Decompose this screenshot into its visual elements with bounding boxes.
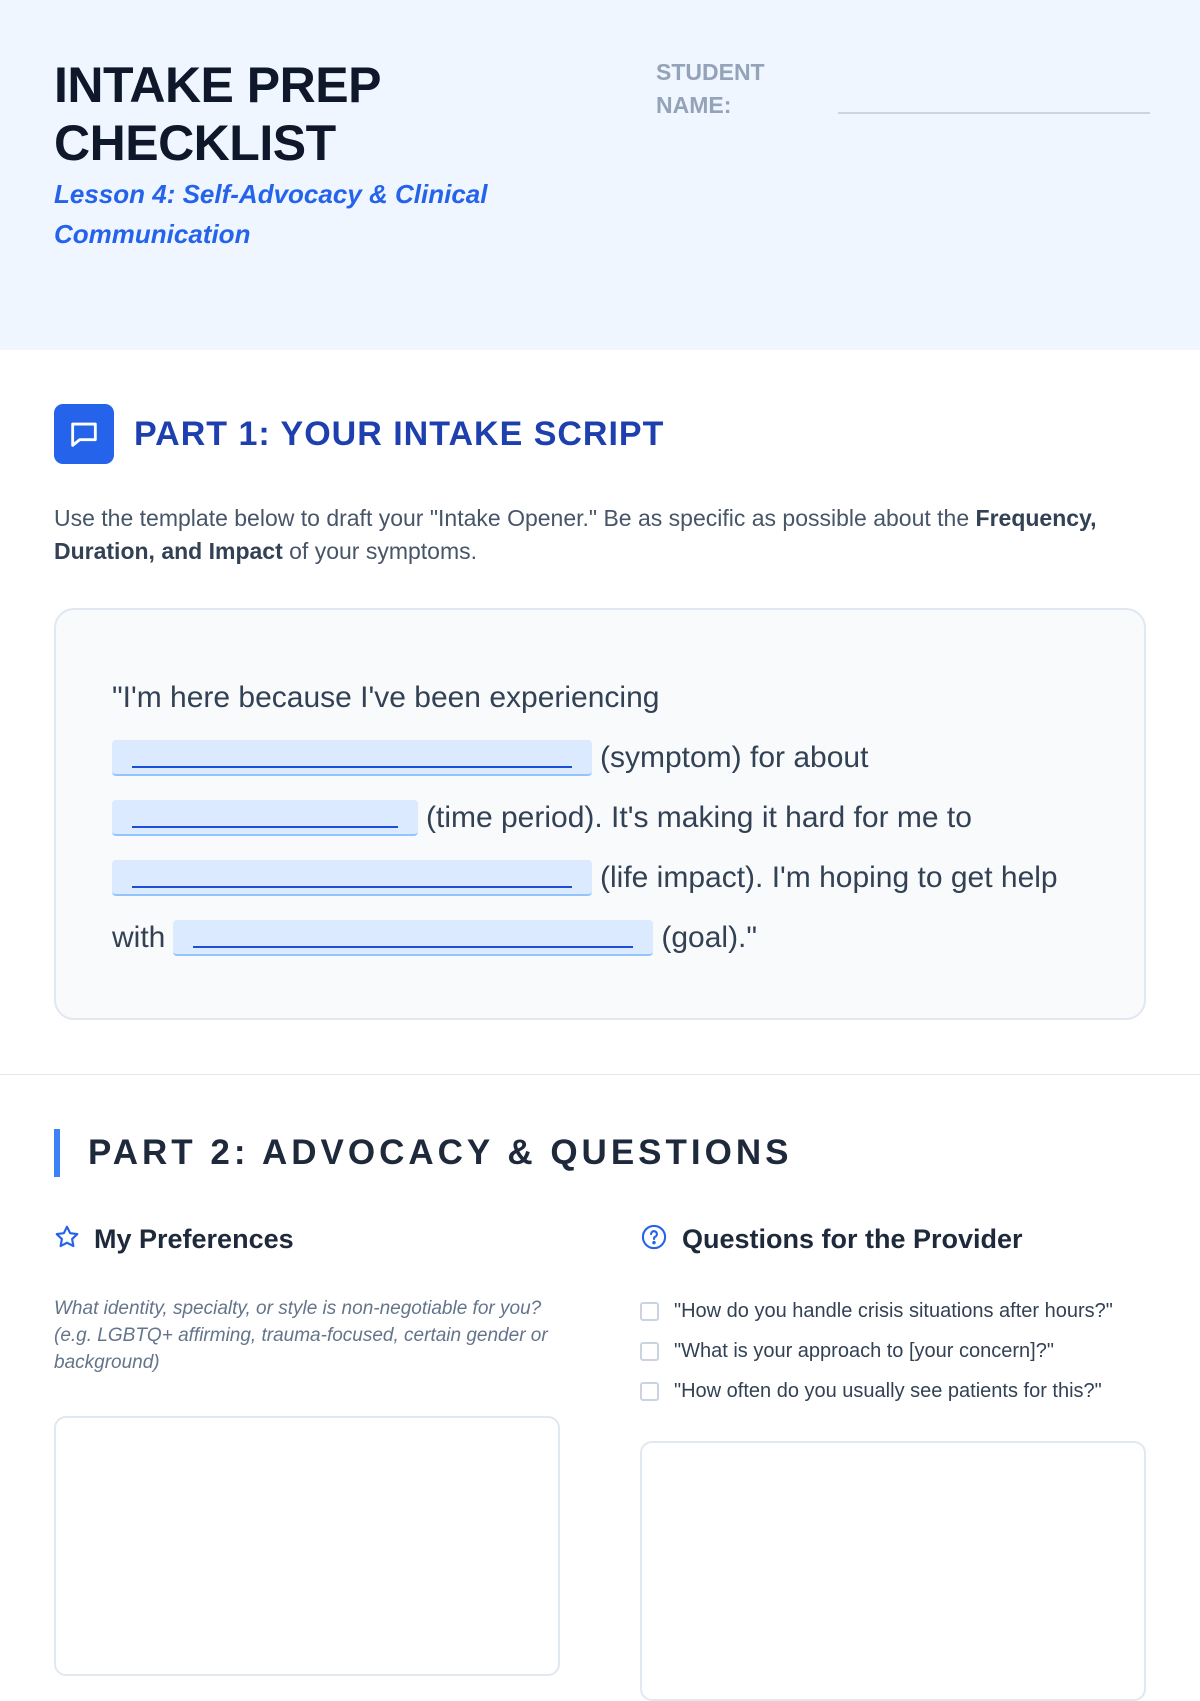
script-line-3: (time period). It's making it hard for me to [112,788,1088,848]
part2-header [54,1129,1146,1177]
star-icon [54,1224,80,1255]
script-line-1: "I'm here because I've been experiencing [112,681,660,714]
part1-section [0,404,1200,1020]
section-divider [0,1074,1200,1075]
question-circle-icon [640,1223,668,1256]
symptom-blank[interactable] [112,740,592,776]
question-text: "How often do you usually see patients for this?" [674,1379,1102,1402]
page-title: INTAKE PREP CHECKLIST [54,57,381,171]
question-text: "How do you handle crisis situations after hours?" [674,1299,1113,1322]
question-checkbox[interactable] [640,1302,659,1321]
part1-header [54,404,1146,464]
question-item [640,1291,1146,1331]
preferences-title: My Preferences [94,1223,294,1254]
student-name-label: STUDENT NAME: [656,59,765,118]
preferences-column [54,1221,560,1701]
question-item [640,1371,1146,1411]
intake-script-template [54,608,1146,1020]
questions-answer-box[interactable] [640,1441,1146,1701]
question-checkbox[interactable] [640,1342,659,1361]
part2-title: PART 2: ADVOCACY & QUESTIONS [88,1133,793,1172]
question-checkbox[interactable] [640,1382,659,1401]
preferences-hint: What identity, specialty, or style is non-negotiable for you? (e.g. LGBTQ+ affirming, trauma-focused, certain gender or background) [54,1298,548,1373]
questions-column [640,1221,1146,1701]
chat-bubble-icon [54,404,114,464]
script-line-2: (symptom) for about [112,728,1088,788]
question-checklist [640,1291,1146,1411]
script-line-5: with (goal)." [112,921,758,954]
accent-bar [54,1129,60,1177]
lesson-subtitle: Lesson 4: Self-Advocacy & Clinical Communication [54,179,488,249]
page-header [0,0,1200,350]
part1-instructions: Use the template below to draft your "Intake Opener." Be as specific as possible about the Frequency, Duration, and Impact of your symptoms. [54,505,1097,564]
question-text: "What is your approach to [your concern]?" [674,1339,1054,1362]
time-period-blank[interactable] [112,800,418,836]
student-name-field [656,56,1150,122]
life-impact-blank[interactable] [112,860,592,896]
part2-section [0,1129,1200,1701]
question-item [640,1331,1146,1371]
goal-blank[interactable] [173,920,653,956]
script-line-4: (life impact). I'm hoping to get help [112,848,1088,908]
student-name-input-line[interactable] [838,112,1150,114]
part1-title: PART 1: YOUR INTAKE SCRIPT [134,414,665,453]
questions-title: Questions for the Provider [682,1223,1023,1254]
preferences-answer-box[interactable] [54,1416,560,1676]
intro-emphasis: Frequency, Duration, and Impact [54,505,1097,564]
